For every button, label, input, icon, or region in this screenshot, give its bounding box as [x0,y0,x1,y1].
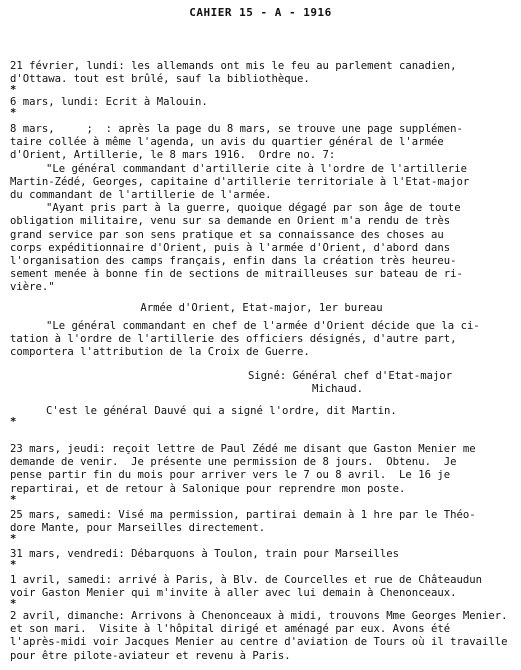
separator-star: * [10,84,17,97]
text-line: 25 mars, samedi: Visé ma permission, partirai demain à 1 hre par le Théo- [10,509,476,521]
entry-mar-8-citation [10,320,513,360]
quote-line: "Le général commandant en chef de l'armée d'Orient décide que la ci- [46,320,480,332]
separator-star: * [10,416,17,429]
text-line: voir Gaston Menier qui m'invite à aller avec lui demain à Chenonceaux. [10,587,457,600]
quote-line: obligation militaire, venu sur sa demande en Orient m'a rendu de très [10,215,451,228]
text-line: 8 mars, ; : après la page du 8 mars, se trouve une page supplémen- [10,123,463,135]
text-line: 1 avril, samedi: arrivé à Paris, à Blv. de Courcelles et rue de Châteaudun [10,574,482,586]
entry-mar-8-note [10,405,513,429]
separator-star: * [10,598,17,611]
page-header: CAHIER 15 - A - 1916 [189,6,332,19]
signature-line: Signé: Général chef d'Etat-major [248,370,453,382]
text-line: C'est le général Dauvé qui a signé l'ordre, dit Martin. [46,405,397,417]
quote-line: comportera l'attribution de la Croix de Guerre. [10,346,310,359]
entry-mar-31 [10,548,513,572]
text-line: 21 février, lundi: les allemands ont mis le feu au parlement canadien, [10,60,457,72]
entry-mar-25 [10,509,513,546]
separator-star: * [10,559,17,572]
quote-line: l'organisation des camps français, enfin dans la création très heureu- [10,254,457,267]
signature-name: Michaud. [312,383,364,396]
quote-line: vière." [10,281,55,294]
text-line: pense partir fin du mois pour arriver vers le 7 ou 8 avril. Le 16 je [10,469,451,482]
quote-line: du commandant de l'artillerie de l'armée. [10,188,272,201]
text-line: repartirai, et de retour à Salonique pour reprendre mon poste. [10,482,406,495]
text-line: 23 mars, jeudi: reçoit lettre de Paul Zédé me disant que Gaston Menier me [10,443,476,455]
quote-line: Martin-Zédé, Georges, capitaine d'artillerie territoriale à l'Etat-major [10,175,470,188]
text-line: et son mari. Visite à l'hôpital dirigé et aménagé par eux. Avons été [10,623,451,636]
text-line: pour être pilote-aviateur et revenu à Paris. [10,649,291,662]
signature-block [10,370,513,396]
quote-line: corps expéditionnaire d'Orient, puis à l'armée d'Orient, d'abord dans [10,241,451,254]
entry-mar-6 [10,96,513,120]
quote-line: "Le général commandant d'artillerie cite à l'ordre de l'artillerie [46,162,467,175]
text-line: 31 mars, vendredi: Débarquons à Toulon, train pour Marseilles [10,548,400,560]
separator-star: * [10,493,17,506]
text-line: 6 mars, lundi: Ecrit à Malouin. [10,96,208,108]
entry-mar-8 [10,123,513,294]
text-line: l'après-midi voir Jacques Menier au centre d'aviation de Tours où il travaille [10,636,508,649]
quote-line: sement menée à bonne fin de sections de mitrailleuses sur bateau de ri- [10,268,463,281]
text-line: 2 avril, dimanche: Arrivons à Chenonceaux à midi, trouvons Mme Georges Menier. [10,610,508,622]
order-heading: Armée d'Orient, Etat-major, 1er bureau [140,302,383,314]
quote-line: grand service par son sens pratique et sa connaissance des choses au [10,228,444,241]
separator-star: * [10,107,17,120]
entry-apr-2 [10,610,513,663]
text-line: d'Orient, Artillerie, le 8 mars 1916. Ordre no. 7: [10,149,336,162]
entry-mar-23 [10,443,513,504]
separator-star: * [10,533,17,546]
entry-feb-21 [10,60,513,97]
text-line: demande de venir. Je présente une permission de 8 jours. Obtenu. Je [10,456,457,469]
text-line: dore Mante, pour Marseilles directement. [10,522,266,535]
entry-apr-1 [10,574,513,611]
quote-line: "Ayant pris part à la guerre, quoique dégagé par son âge de toute [46,202,461,215]
text-line: taire collée à même l'agenda, un avis du quartier général de l'armée [10,136,444,149]
text-line: d'Ottawa. tout est brûlé, sauf la bibliothèque. [10,73,310,86]
quote-line: tation à l'ordre de l'artillerie des officiers désignés, d'autre part, [10,333,457,346]
